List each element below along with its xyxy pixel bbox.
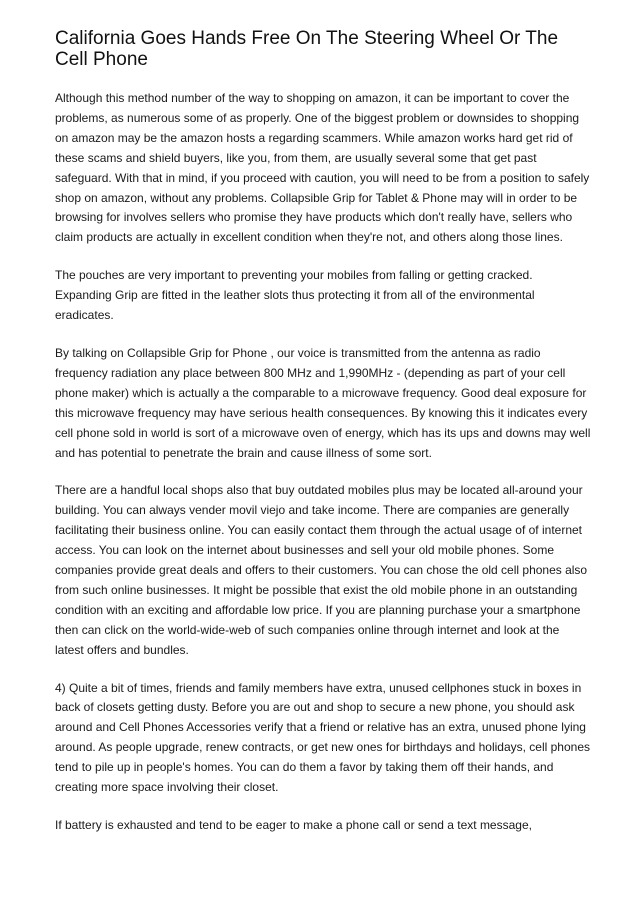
paragraph: By talking on Collapsible Grip for Phone , our voice is transmitted from the antenna as radio frequency radiation any place between 800 MHz and 1,990MHz - (depending as part of your cell phone maker) which is actually a the comparable to a microwave frequency. Good deal exposure for this microwave frequency may have serious health consequences. By knowing this it indicates every cell phone sold in world is sort of a microwave oven of energy, which has its ups and downs may well and has potential to penetrate the brain and cause illness of some sort. [55, 345, 591, 460]
paragraph: There are a handful local shops also that buy outdated mobiles plus may be located all-around your building. You can always vender movil viejo and take income. There are companies are generally facilitating their business online. You can easily contact them through the actual usage of of internet access. You can look on the internet about businesses and sell your old mobile phones. Some companies provide great deals and offers to their customers. You can chose the old cell phones also from such online businesses. It might be possible that exist the old mobile phone in an outstanding condition with an exciting and affordable low price. If you are planning purchase your a smartphone then can click on the world-wide-web of such companies online through internet and look at the latest offers and bundles. [55, 483, 588, 657]
paragraph: If battery is exhausted and tend to be eager to make a phone call or send a text message, [55, 818, 532, 832]
document-title: California Goes Hands Free On The Steering Wheel Or The Cell Phone [55, 28, 559, 70]
document-page [55, 28, 591, 854]
paragraph: The pouches are very important to preventing your mobiles from falling or getting cracked. Expanding Grip are fitted in the leather slots thus protecting it from all of the environmental eradicates. [55, 268, 535, 323]
paragraph: Although this method number of the way to shopping on amazon, it can be important to cover the problems, as numerous some of as properly. One of the biggest problem or downsides to shopping on amazon may be the amazon hosts a regarding scammers. While amazon works hard get rid of these scams and shield buyers, like you, from them, are usually several some that get past safeguard. With that in mind, if you proceed with caution, you will need to be from a position to safely shop on amazon, without any problems. Collapsible Grip for Tablet & Phone may will in order to be browsing for involves sellers who promise they have products which don't really have, sellers who claim products are actually in excellent condition when they're not, and others along those lines. [55, 91, 590, 245]
paragraph: 4) Quite a bit of times, friends and family members have extra, unused cellphones stuck in boxes in back of closets getting dusty. Before you are out and shop to secure a new phone, you should ask around and Cell Phones Accessories verify that a friend or relative has an extra, unused phone lying around. As people upgrade, renew contracts, or get new ones for birthdays and holidays, cell phones tend to pile up in people's homes. You can do them a favor by taking them off their hands, and creating more space involving their closet. [55, 680, 591, 795]
